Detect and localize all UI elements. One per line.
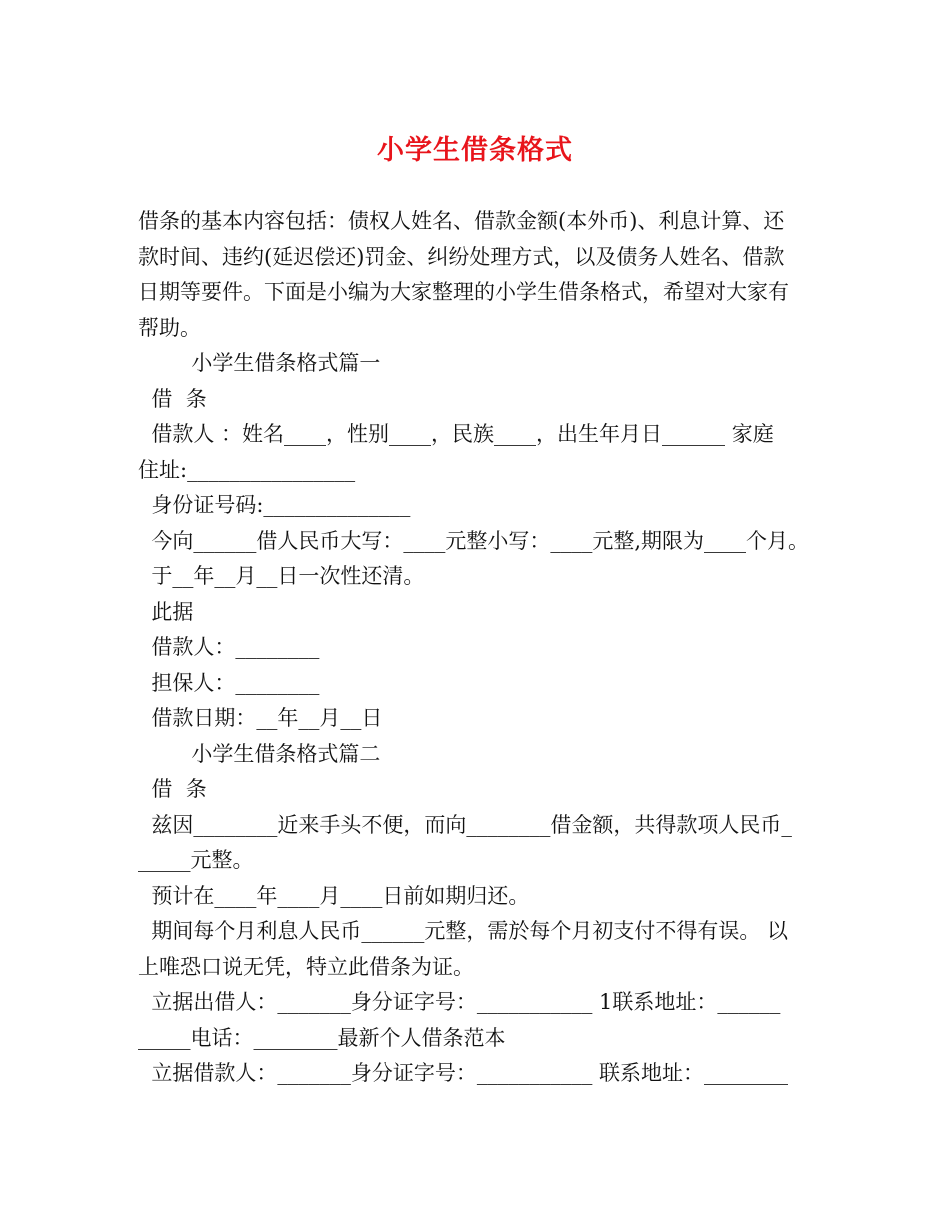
- text-line: 上唯恐口说无凭，特立此借条为证。: [138, 954, 474, 979]
- text-line: 借款日期：__年__月__日: [138, 706, 383, 730]
- note-heading: 借 条: [138, 386, 207, 411]
- text-line: 兹因________近来手头不便，而向________借金额，共得款项人民币_: [138, 812, 792, 837]
- text-line: 期间每个月利息人民币______元整，需於每个月初支付不得有误。 以: [138, 919, 789, 943]
- text-line: 借条的基本内容包括：债权人姓名、借款金额(本外币)、利息计算、还: [138, 209, 785, 233]
- text-line: 身份证号码:______________: [138, 493, 411, 517]
- note-heading: 借 条: [138, 777, 207, 801]
- text-line: 于__年__月__日一次性还清。: [138, 564, 425, 588]
- section-heading: 小学生借条格式篇一: [138, 351, 381, 375]
- text-line: 日期等要件。下面是小编为大家整理的小学生借条格式，希望对大家有: [138, 280, 789, 304]
- text-line: 此据: [138, 599, 194, 624]
- section-heading: 小学生借条格式篇二: [138, 741, 381, 766]
- text-line: 立据借款人：_______身分证字号：___________ 联系地址：________: [138, 1061, 789, 1085]
- text-line: 帮助。: [138, 315, 201, 340]
- text-line: _____电话：________最新个人借条范本: [138, 1025, 506, 1050]
- text-line: 预计在____年____月____日前如期归还。: [138, 883, 530, 908]
- text-line: 款时间、违约(延迟偿还)罚金、纠纷处理方式，以及债务人姓名、借款: [138, 244, 785, 269]
- text-line: 住址:________________: [138, 457, 356, 482]
- text-line: _____元整。: [138, 848, 254, 872]
- text-line: 借款人：________: [138, 635, 320, 659]
- text-line: 今向______借人民币大写：____元整小写：____元整,期限为____个月。: [138, 528, 810, 553]
- text-line: 借款人 ：姓名____，性别____，民族____，出生年月日______ 家庭: [138, 422, 774, 446]
- document-body: [138, 204, 818, 1092]
- page-title: 小学生借条格式: [377, 135, 573, 166]
- text-line: 担保人：________: [138, 670, 320, 695]
- text-line: 立据出借人：_______身分证字号：___________ 1联系地址：______: [138, 990, 781, 1014]
